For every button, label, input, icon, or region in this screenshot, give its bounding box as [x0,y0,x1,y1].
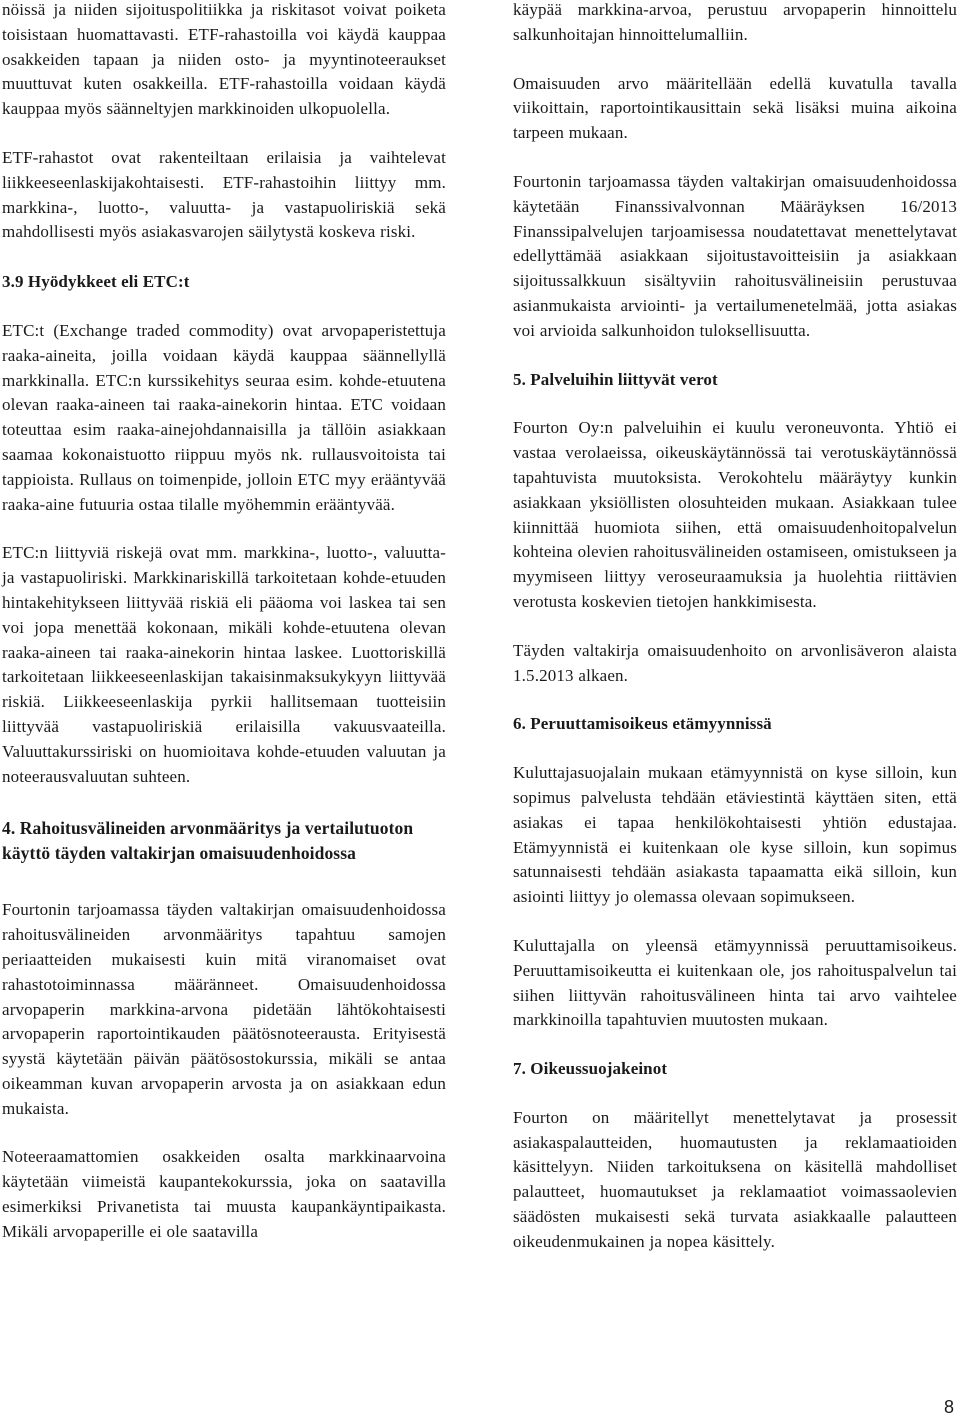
paragraph: Täyden valtakirja omaisuudenhoito on arvonlisäveron alaista 1.5.2013 alkaen. [513,640,957,685]
paragraph: Noteeraamattomien osakkeiden osalta markkinaarvoina käytetään viimeistä kaupantekokurssia, joka on saatavilla esimerkiksi Privanetista tai muusta kaupankäyntipaikasta. Mikäli arvopaperille ei ole saatavilla [2,1147,446,1241]
paragraph: Fourton on määritellyt menettelytavat ja prosessit asiakaspalautteiden, huomautusten ja reklamaatioiden käsittelyyn. Niiden tarkoituksena on käsitellä mahdolliset palautteet, huomautukset ja reklamaatiot voimassaolevien säädösten mukaisesti sekä turvata asiakkaalle palautteen oikeudenmukainen ja nopea käsittely. [513,1107,957,1251]
right-column [513,0,957,1255]
paragraph: Kuluttajalla on yleensä etämyynnissä peruuttamisoikeus. Peruuttamisoikeutta ei kuitenkaan ole, jos rahoituspalvelun tai siihen liittyvän rahoitusvälineen hinta tai arvo vaihtelee markkinoilla tapahtuvien muutosten mukaan. [513,935,957,1030]
section-heading-7: 7. Oikeussuojakeinot [513,1059,668,1079]
section-heading-5: 5. Palveluihin liittyvät verot [513,369,718,389]
left-column [2,0,446,1245]
paragraph: Omaisuuden arvo määritellään edellä kuvatulla tavalla viikoittain, raportointikausittain sekä lisäksi muina aikoina tarpeen mukaan. [513,73,957,143]
paragraph: ETC:n liittyviä riskejä ovat mm. markkina-, luotto-, valuutta- ja vastapuoliriski. Markkinariskillä tarkoitetaan kohde-etuuden hintakehitykseen liittyvää riskiä eli pääoma voi laskea tai sen voi jopa menettää kokonaan, mikäli kohde-etuutena olevan raaka-aineen tai raaka-ainekorin hintaa laskee. Luottoriskillä tarkoitetaan liikkeeseenlaskijan takaisinmaksukykyyn liittyvää riskiä. Liikkeeseenlaskija pyrkii hallitsemaan tuotteisiin liittyvää vastapuoliriskiä erilaisilla vakuusvaateilla. Valuuttakurssiriski on huomioitava kohde-etuuden valuutan ja noteerausvaluutan suhteen. [2,543,446,786]
paragraph: ETC:t (Exchange traded commodity) ovat arvopaperistettuja raaka-aineita, joilla voidaan käydä kauppaa säännellyllä markkinalla. ETC:n kurssikehitys seuraa esim. kohde-etuutena olevan raaka-aineen tai raaka-ainekorin hintaa. ETC voidaan toteuttaa esim raaka-ainejohdannaisilla ja tällöin asiakkaan saamaa kokonaistuotto riippuu myös nk. rullausvoitoista tai tappioista. Rullaus on toimenpide, jolloin ETC myy erääntyvää raaka-aine futuuria ostaa tilalle myöhemmin erääntyvää. [2,320,446,514]
paragraph: Kuluttajasuojalain mukaan etämyynnistä on kyse silloin, kun sopimus palvelusta tehdään etäviestintä käyttäen siten, että asiakas ei tapaa henkilökohtaisesti yhtiön edustajaa. Etämyynnistä ei kuitenkaan ole kyse silloin, kun sopimus satunnaisesti tehdään asiakasta tapaamatta eikä silloin, kun asiointi liittyy jo olemassa olevaan sopimukseen. [513,763,957,907]
paragraph: Fourtonin tarjoamassa täyden valtakirjan omaisuudenhoidossa käytetään Finanssivalvonnan Määräyksen 16/2013 Finanssipalvelujen tarjoamisessa noudatettavat menettelytavat edellyttämää asiakkaan sijoitustavoitteisiin ja asiakkaan sijoitussalkkuun sisältyviin rahoitusvälineisiin perustuvaa asianmukaista arviointi- ja vertailumenetelmää, jotta asiakas voi arvioida salkunhoidon tuloksellisuutta. [513,171,957,340]
paragraph: nöissä ja niiden sijoituspolitiikka ja riskitasot voivat poiketa toisistaan huomattavasti. ETF-rahastoilla voi käydä kauppaa osakkeiden tapaan ja niiden osto- ja myyntinoteeraukset muuttuvat kuten osakkeilla. ETF-rahastoilla voidaan käydä kauppaa myös säänneltyjen markkinoiden ulkopuolella. [2,0,446,119]
paragraph: Fourton Oy:n palveluihin ei kuulu veroneuvonta. Yhtiö ei vastaa verolaeissa, oikeuskäytännössä tai verotuskäytännössä tapahtuvista muutoksista. Verokohtelu määräytyy kunkin asiakkaan yksiöllisten olosuhteiden mukaan. Asiakkaan tulee kiinnittää huomiota siihen, että omaisuudenhoitopalvelun kohteina olevien rahoitusvälineiden ostamiseen, omistukseen ja myymiseen liittyy veroseuraamuksia ja huolehtia riittävien verotusta koskevien tietojen hankkimisesta. [513,418,957,611]
paragraph: käypää markkina-arvoa, perustuu arvopaperin hinnoittelu salkunhoitajan hinnoittelumalliin. [513,0,957,44]
page-number: 8 [943,1397,954,1417]
section-heading-6: 6. Peruuttamisoikeus etämyynnissä [513,714,772,734]
section-heading-3-9: 3.9 Hyödykkeet eli ETC:t [2,272,190,292]
paragraph: Fourtonin tarjoamassa täyden valtakirjan omaisuudenhoidossa rahoitusvälineiden arvonmääritys tapahtuu samojen periaatteiden mukaisesti kuin mitä viranomaiset ovat rahastotoiminnassa määränneet. Omaisuudenhoidossa arvopaperin markkina-arvona pidetään lähtökohtaisesti arvopaperin raportointikauden päätösnoteerausta. Erityisestä syystä käytetään päivän päätösostokurssia, mikäli se antaa oikeamman kuvan arvopaperin arvosta ja on asiakkaan edun mukaista. [2,900,446,1118]
section-heading-4: 4. Rahoitusvälineiden arvonmääritys ja vertailutuoton käyttö täyden valtakirjan omaisuudenhoidossa [2,818,414,864]
paragraph: ETF-rahastot ovat rakenteiltaan erilaisia ja vaihtelevat liikkeeseenlaskijakohtaisesti. ETF-rahastoihin liittyy mm. markkina-, luotto-, valuutta- ja vastapuoliriskiä sekä mahdollisesti myös asiakasvarojen säilytystä koskeva riski. [2,147,446,242]
